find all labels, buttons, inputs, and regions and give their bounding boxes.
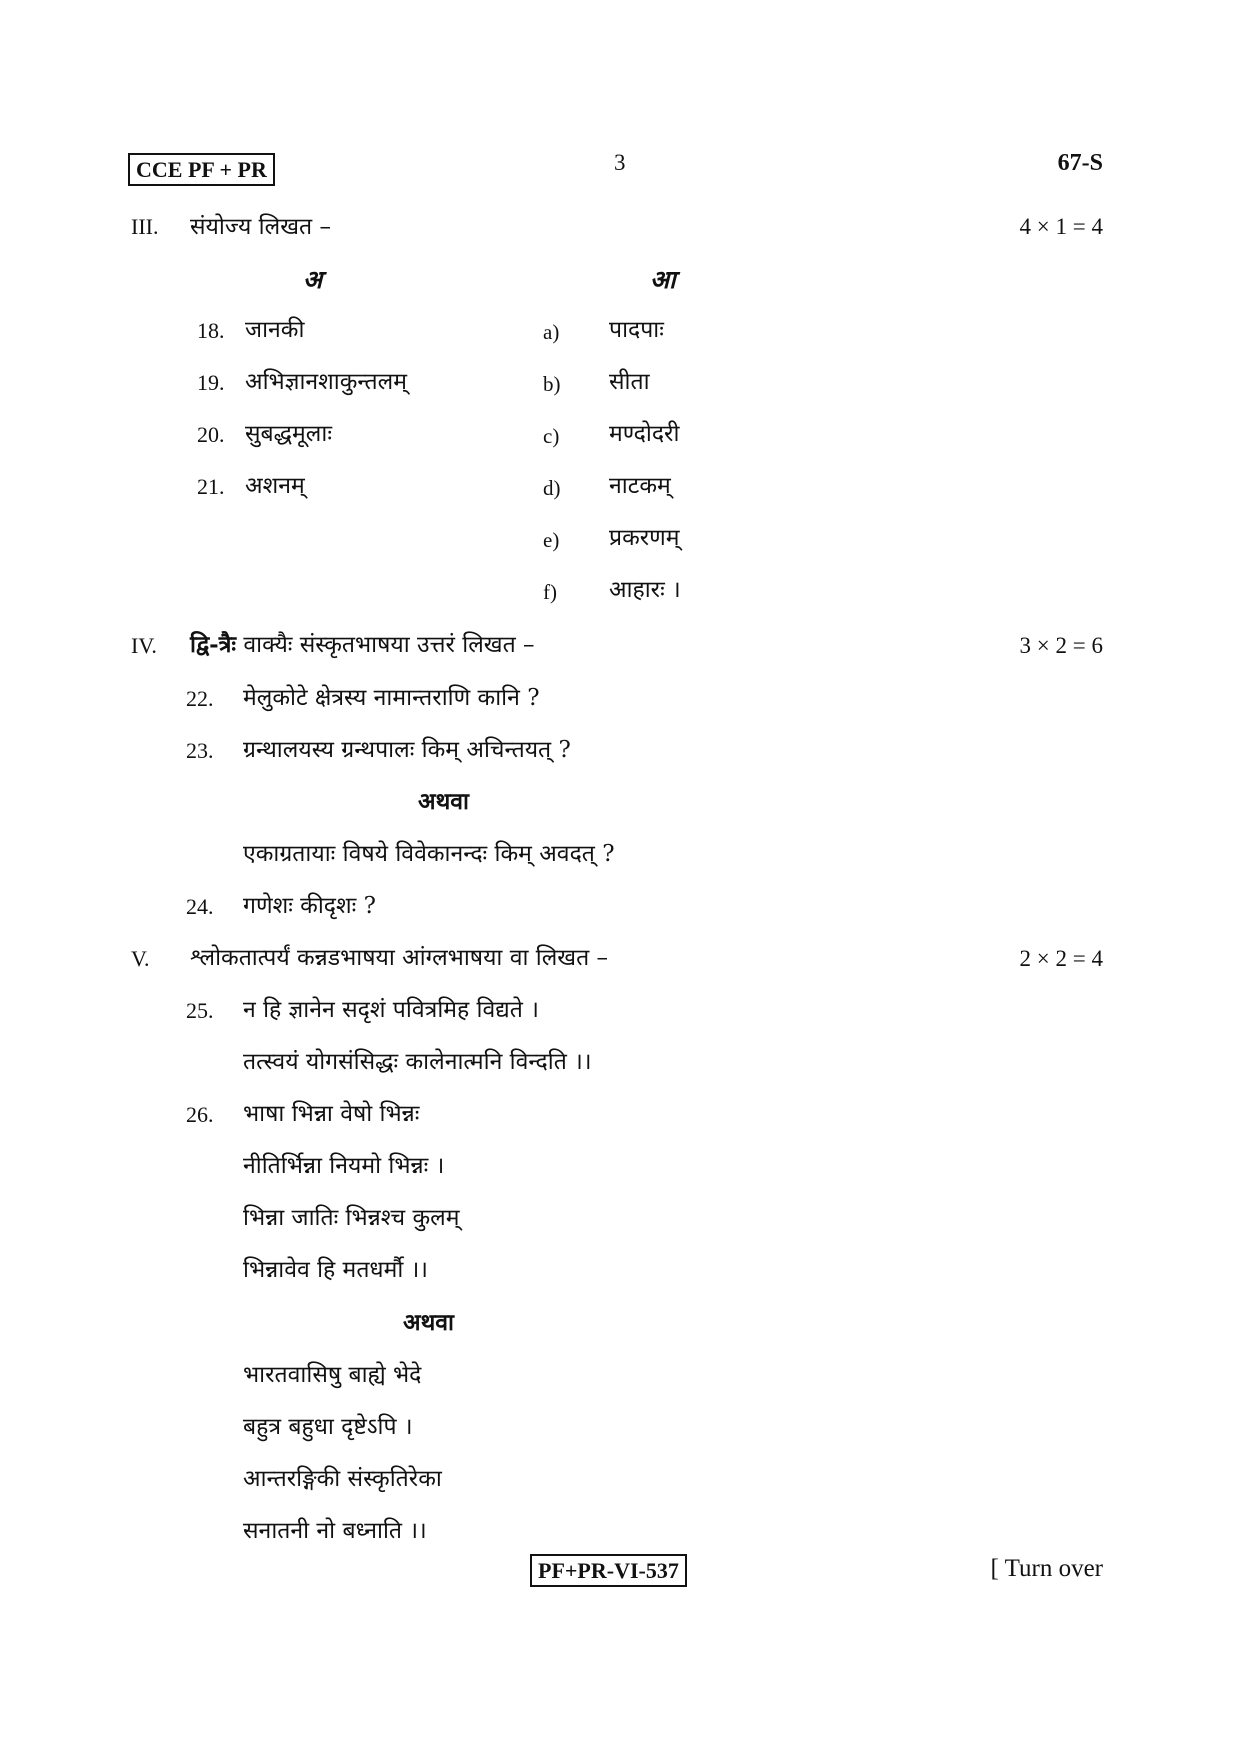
paper-code-box: CCE PF + PR — [128, 153, 275, 186]
match-left-item: सुबद्धमूलाः — [245, 421, 333, 447]
page-number: 3 — [614, 150, 626, 175]
question-number: 22. — [186, 686, 214, 711]
verse-line: भाषा भिन्ना वेषो भिन्नः — [243, 1101, 420, 1127]
section-instruction: संयोज्य लिखत – — [190, 214, 331, 240]
section-numeral: V. — [131, 946, 150, 971]
item-number: 19. — [197, 370, 225, 395]
footer-code-box: PF+PR-VI-537 — [530, 1554, 687, 1587]
section-marks: 2 × 2 = 4 — [1019, 946, 1103, 971]
verse-line: नीतिर्भिन्ना नियमो भिन्नः । — [243, 1153, 445, 1179]
question-number: 23. — [186, 738, 214, 763]
column-b-heading: आ — [650, 265, 676, 294]
item-number: 20. — [197, 422, 225, 447]
section-marks: 3 × 2 = 6 — [1019, 633, 1103, 658]
instruction-text: वाक्यैः संस्कृतभाषया उत्तरं लिखत – — [236, 632, 535, 658]
verse-line: तत्स्वयं योगसंसिद्धः कालेनात्मनि विन्दति ।। — [243, 1049, 592, 1075]
question-text: गणेशः कीदृशः ? — [243, 893, 376, 919]
section-instruction: श्लोकतात्पर्यं कन्नडभाषया आंग्लभाषया वा लिखत – — [190, 945, 609, 971]
question-text: मेलुकोटे क्षेत्रस्य नामान्तराणि कानि ? — [243, 685, 540, 711]
verse-line: भारतवासिषु बाह्ये भेदे — [243, 1362, 422, 1388]
question-number: 26. — [186, 1102, 214, 1127]
item-number: 21. — [197, 474, 225, 499]
match-left-item: जानकी — [245, 317, 305, 343]
option-key: d) — [543, 476, 561, 500]
option-key: f) — [543, 580, 557, 604]
match-right-item: पादपाः — [609, 317, 664, 343]
match-right-item: सीता — [609, 369, 650, 395]
section-numeral: IV. — [131, 633, 157, 658]
match-right-item: आहारः । — [609, 577, 681, 603]
turn-over-note: [ Turn over — [990, 1555, 1103, 1582]
option-key: b) — [543, 372, 561, 396]
item-number: 18. — [197, 318, 225, 343]
match-right-item: प्रकरणम् — [609, 525, 680, 551]
section-numeral: III. — [131, 214, 159, 239]
match-left-item: अभिज्ञानशाकुन्तलम् — [245, 369, 407, 395]
question-text: ग्रन्थालयस्य ग्रन्थपालः किम् अचिन्तयत् ? — [243, 737, 571, 763]
match-left-item: अशनम् — [245, 473, 305, 499]
question-number: 25. — [186, 998, 214, 1023]
or-divider: अथवा — [403, 1309, 455, 1336]
instruction-emphasis: द्वि-त्रैः — [190, 631, 237, 658]
option-key: a) — [543, 320, 560, 344]
section-instruction — [190, 630, 535, 660]
verse-line: बहुत्र बहुधा दृष्टेऽपि । — [243, 1414, 413, 1440]
verse-line: भिन्नावेव हि मतधर्मौ ।। — [243, 1257, 429, 1283]
question-text: एकाग्रतायाः विषये विवेकानन्दः किम् अवदत् ? — [243, 841, 615, 867]
option-key: c) — [543, 424, 560, 448]
section-marks: 4 × 1 = 4 — [1019, 214, 1103, 239]
verse-line: आन्तरङ्गिकी संस्कृतिरेका — [243, 1466, 442, 1492]
verse-line: न हि ज्ञानेन सदृशं पवित्रमिह विद्यते । — [243, 997, 539, 1023]
verse-line: सनातनी नो बध्नाति ।। — [243, 1518, 427, 1544]
match-right-item: मण्दोदरी — [609, 421, 680, 447]
match-right-item: नाटकम् — [609, 473, 671, 499]
question-number: 24. — [186, 894, 214, 919]
verse-line: भिन्ना जातिः भिन्नश्च कुलम् — [243, 1205, 460, 1231]
column-a-heading: अ — [303, 265, 323, 294]
option-key: e) — [543, 528, 560, 552]
subject-code: 67-S — [1057, 150, 1103, 176]
or-divider: अथवा — [418, 788, 470, 815]
